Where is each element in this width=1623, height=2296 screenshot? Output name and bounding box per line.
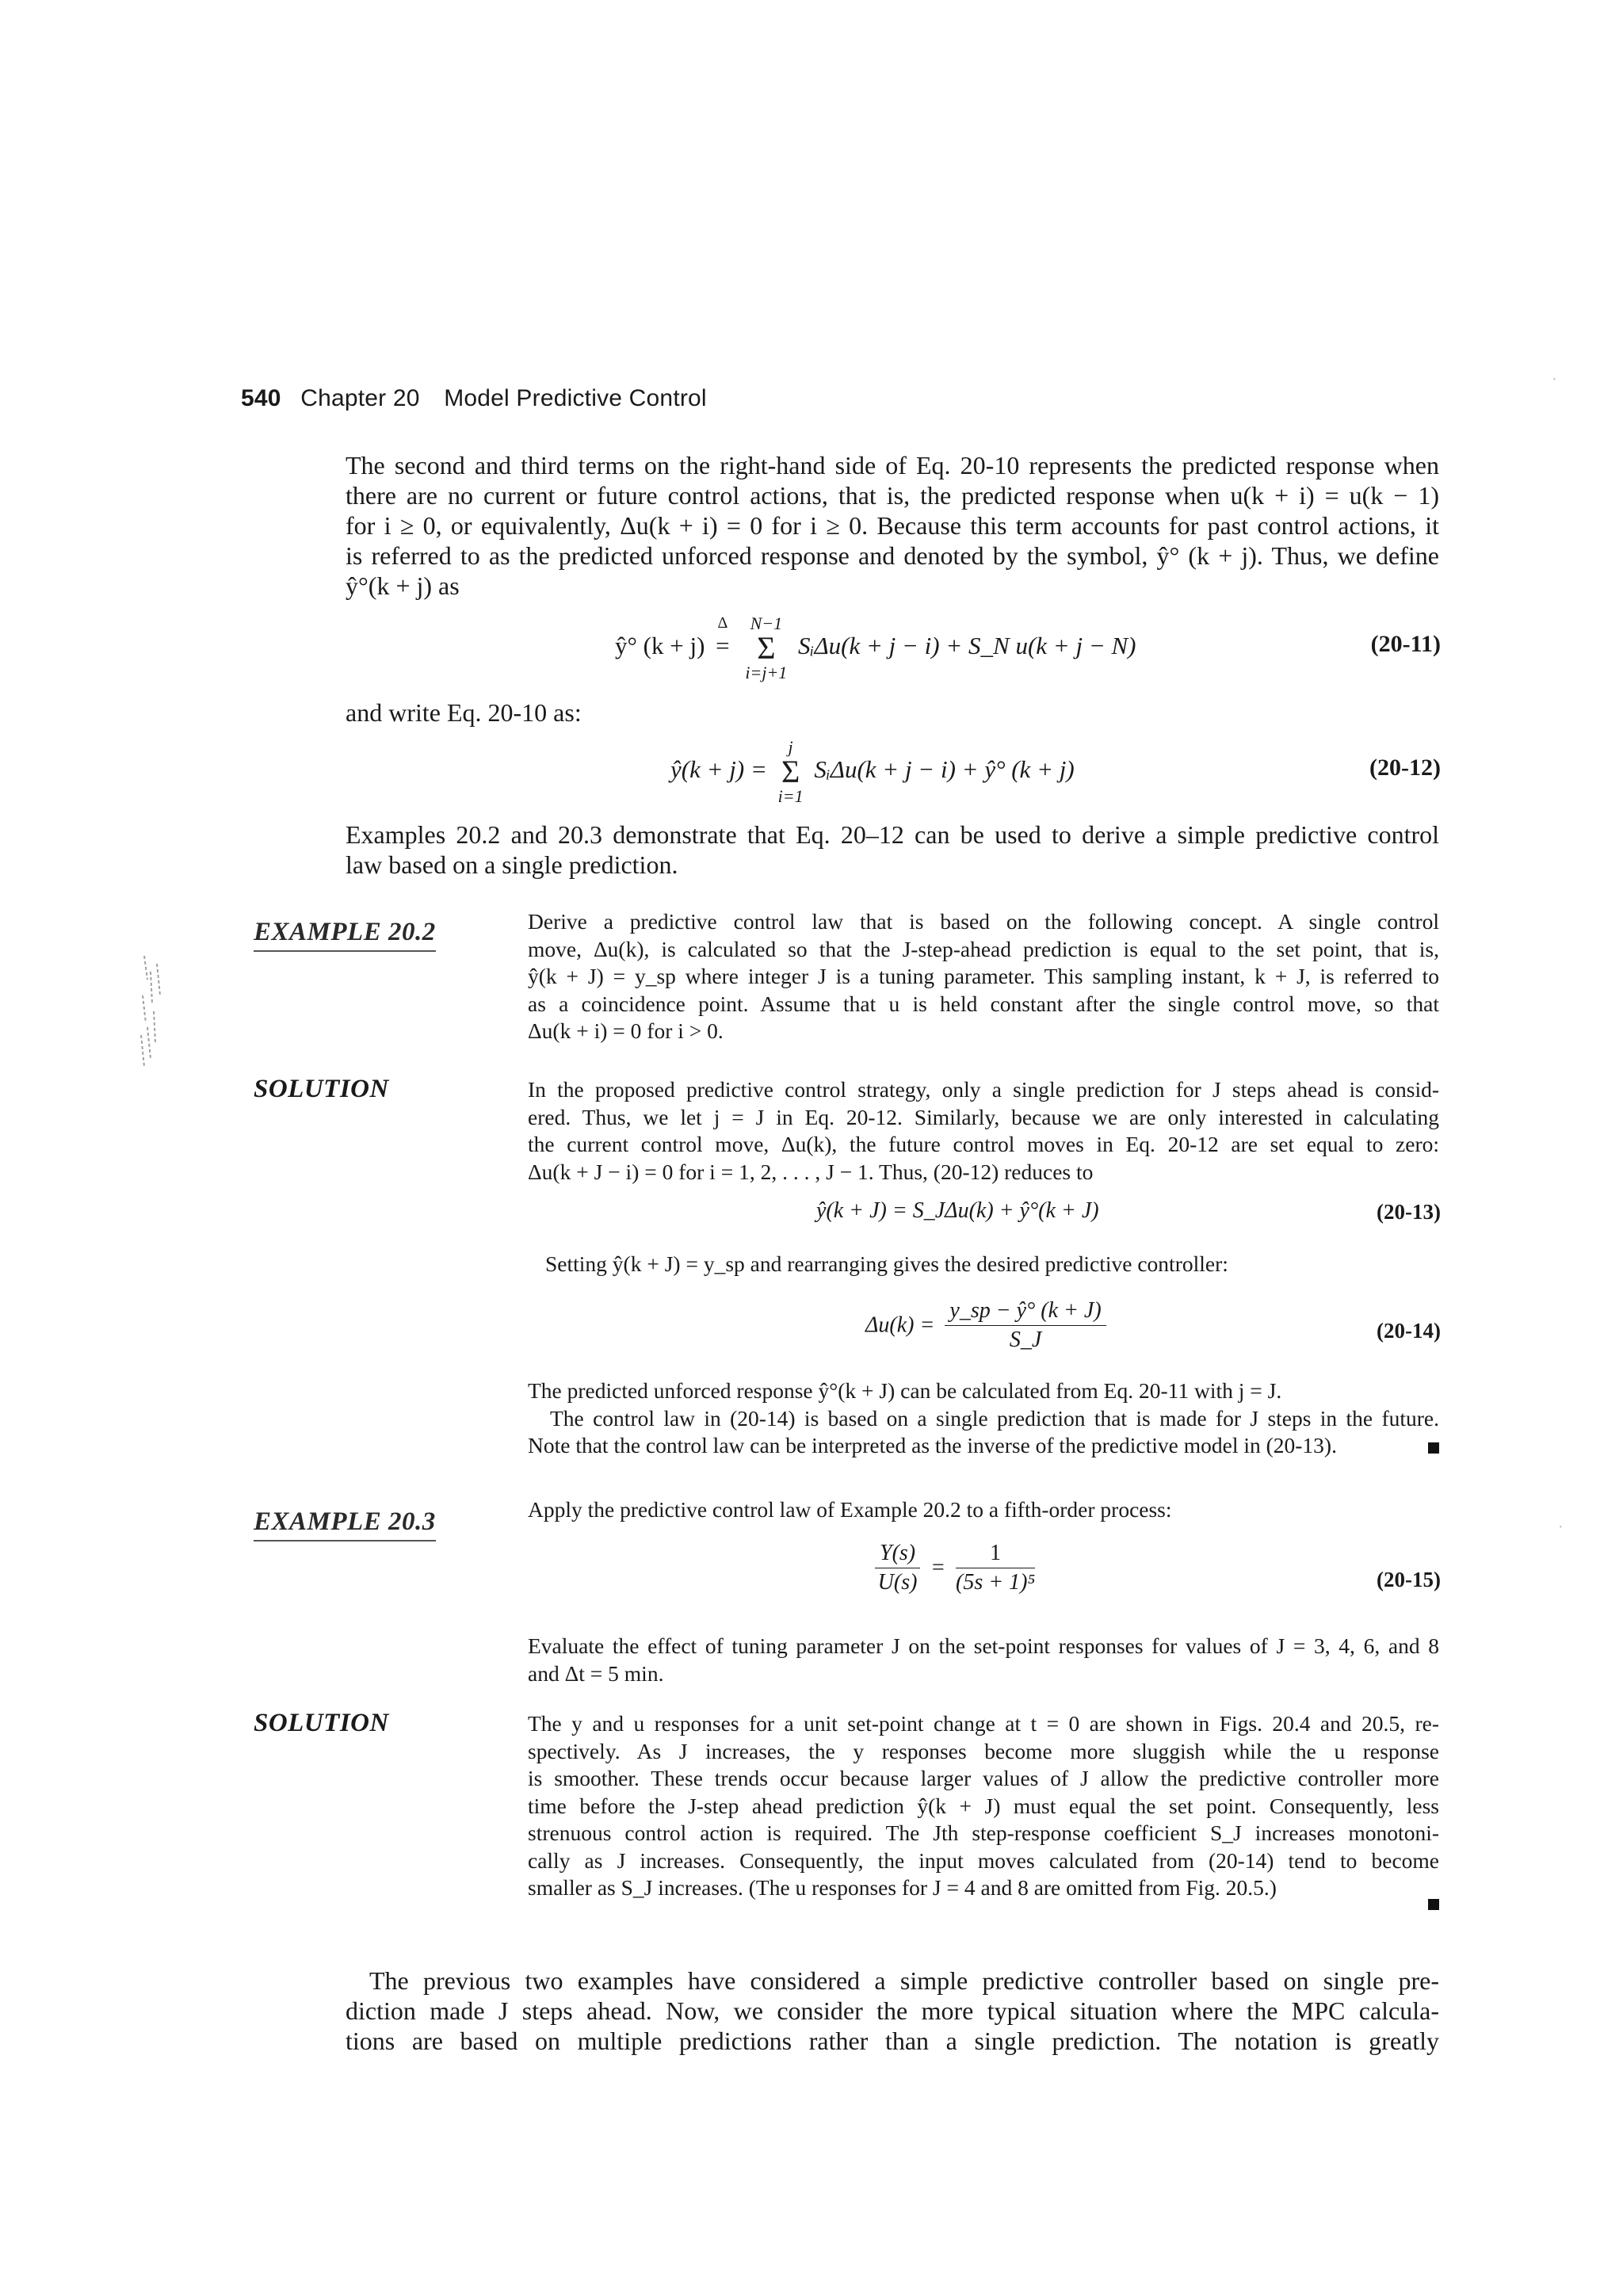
equation-20-15	[870, 1541, 1040, 1595]
fraction-numerator: y_sp − ŷ° (k + J)	[945, 1298, 1106, 1326]
paper-speck: ·	[1558, 1519, 1564, 1536]
paragraph-multiple-predictions	[346, 1966, 1439, 2056]
equation-lhs: ŷ° (k + j)	[615, 632, 705, 660]
fraction-denominator: (5s + 1)⁵	[956, 1570, 1036, 1595]
text-line: spectively. As J increases, the y responses become more sluggish while the u response	[528, 1738, 1439, 1763]
equation-20-12	[670, 739, 1075, 805]
text-line: for i ≥ 0, or equivalently, Δu(k + i) = 0 for i ≥ 0. Because this term accounts for past control actions, it	[346, 511, 1439, 540]
text-line: time before the J-step ahead prediction ŷ(k + J) must equal the set point. Consequently, less	[528, 1793, 1439, 1818]
example-20-3-intro	[528, 1496, 1439, 1524]
fraction-denominator: U(s)	[877, 1570, 918, 1595]
text-line: Examples 20.2 and 20.3 demonstrate that Eq. 20–12 can be used to derive a simple predictive control	[346, 820, 1439, 849]
text-line: tions are based on multiple predictions rather than a single prediction. The notation is greatly	[346, 2027, 1439, 2055]
text-line: Derive a predictive control law that is based on the following concept. A single control	[528, 909, 1439, 934]
chapter-label: Chapter 20	[300, 385, 420, 411]
example-20-2-label: EXAMPLE 20.2	[254, 918, 436, 952]
text-line: as a coincidence point. Assume that u is held constant after the single control move, so that	[528, 991, 1439, 1016]
text-line: ŷ(k + J) = y_sp where integer J is a tuning parameter. This sampling instant, k + J, is referred to	[528, 964, 1439, 988]
text-line: and write Eq. 20-10 as:	[346, 698, 582, 727]
solution-1-after-text	[528, 1377, 1439, 1460]
end-of-example-mark	[1428, 1899, 1439, 1910]
text-line: ered. Thus, we let j = J in Eq. 20-12. Similarly, because we are only interested in calculating	[528, 1104, 1439, 1129]
text-line: Setting ŷ(k + J) = y_sp and rearranging gives the desired predictive controller:	[545, 1251, 1228, 1276]
text-line: cally as J increases. Consequently, the input moves calculated from (20-14) tend to become	[528, 1847, 1439, 1873]
text-line: The second and third terms on the right-hand side of Eq. 20-10 represents the predicted response when	[346, 451, 1439, 479]
text-line: Apply the predictive control law of Example 20.2 to a fifth-order process:	[528, 1497, 1172, 1522]
text-line: smaller as S_J increases. (The u responses for J = 4 and 8 are omitted from Fig. 20.5.)	[528, 1875, 1277, 1900]
text-line: The predicted unforced response ŷ°(k + J) can be calculated from Eq. 20-11 with j = J.	[528, 1378, 1282, 1403]
text-line: is smoother. These trends occur because larger values of J allow the predictive controller more	[528, 1766, 1439, 1790]
solution-2-text	[528, 1710, 1439, 1902]
equation-lhs: Δu(k) =	[865, 1312, 935, 1338]
fraction-rhs	[956, 1541, 1035, 1595]
end-of-example-mark	[1428, 1442, 1439, 1454]
equation-number: (20-12)	[1369, 755, 1441, 781]
solution-label: SOLUTION	[254, 1075, 389, 1103]
text-line: The previous two examples have considered a simple predictive controller based on single pre-	[369, 1966, 1439, 1995]
text-line: law based on a single prediction.	[346, 850, 678, 879]
equation-20-11	[615, 615, 1136, 682]
fraction-numerator: Y(s)	[875, 1541, 920, 1568]
equation-number: (20-14)	[1377, 1319, 1441, 1343]
equals-sign: =	[930, 1555, 946, 1580]
fraction-lhs	[875, 1541, 920, 1595]
equation-lhs: ŷ(k + j) =	[670, 755, 767, 784]
text-line: there are no current or future control actions, that is, the predicted response when u(k + i) = u(k − 1)	[346, 481, 1439, 510]
example-20-3-label: EXAMPLE 20.3	[254, 1507, 436, 1541]
paragraph-unforced-response	[346, 450, 1439, 601]
setting-line	[545, 1251, 1417, 1278]
equation-number: (20-11)	[1370, 631, 1441, 657]
text-line: In the proposed predictive control strategy, only a single prediction for J steps ahead is consid-	[528, 1077, 1439, 1102]
text-line: move, Δu(k), is calculated so that the J-step-ahead prediction is equal to the set point, that is,	[528, 936, 1439, 961]
fraction-denominator: S_J	[1009, 1328, 1042, 1352]
sum-lower-limit: i=j+1	[745, 663, 788, 682]
text-line: Δu(k + i) = 0 for i > 0.	[528, 1018, 724, 1043]
text-line: the current control move, Δu(k), the future control moves in Eq. 20-12 are set equal to zero:	[528, 1132, 1439, 1156]
paragraph-write-eq	[346, 697, 1439, 728]
equation-number: (20-15)	[1377, 1568, 1441, 1591]
summation: N−1 Σ i=j+1	[745, 613, 788, 682]
paragraph-examples-intro	[346, 819, 1439, 880]
sum-upper-limit: j	[788, 737, 793, 757]
fraction-numerator: 1	[956, 1541, 1035, 1568]
text-line: is referred to as the predicted unforced response and denoted by the symbol, ŷ° (k + j). Thus, we define	[346, 541, 1439, 570]
equation-rhs: SᵢΔu(k + j − i) + ŷ° (k + j)	[814, 755, 1075, 784]
text-line: The control law in (20-14) is based on a single prediction that is made for J steps in the future.	[550, 1405, 1439, 1431]
equation-rhs: SᵢΔu(k + j − i) + S_N u(k + j − N)	[798, 632, 1136, 660]
text-line: diction made J steps ahead. Now, we consider the more typical situation where the MPC calcula-	[346, 1996, 1439, 2025]
text-line: Note that the control law can be interpreted as the inverse of the predictive model in (20-13).	[528, 1433, 1337, 1457]
example-20-3-evaluate	[528, 1633, 1439, 1687]
paper-speck: ·	[1552, 371, 1557, 388]
solution-label: SOLUTION	[254, 1709, 389, 1737]
equation-20-13: ŷ(k + J) = S_JΔu(k) + ŷ°(k + J)	[816, 1198, 1099, 1223]
equation-20-14	[865, 1298, 1111, 1353]
text-line: ŷ°(k + j) as	[346, 571, 460, 600]
text-line: Evaluate the effect of tuning parameter J on the set-point responses for values of J = 3, 4, 6, and 8	[528, 1633, 1439, 1658]
example-20-2-text	[528, 908, 1439, 1045]
sum-upper-limit: N−1	[750, 613, 783, 633]
running-head	[241, 385, 707, 412]
fraction	[945, 1298, 1106, 1353]
page-number: 540	[241, 385, 281, 411]
text-line: The y and u responses for a unit set-point change at t = 0 are shown in Figs. 20.4 and 20.5, re-	[528, 1711, 1439, 1736]
equation-number: (20-13)	[1377, 1200, 1441, 1224]
sum-lower-limit: i=1	[777, 786, 804, 806]
margin-scribble-mark	[136, 948, 173, 1075]
text-line: and Δt = 5 min.	[528, 1660, 664, 1686]
chapter-title: Model Predictive Control	[444, 385, 707, 411]
defined-as-symbol: Δ =	[716, 614, 730, 660]
solution-1-text	[528, 1076, 1439, 1186]
text-line: Δu(k + J − i) = 0 for i = 1, 2, . . . , J − 1. Thus, (20-12) reduces to	[528, 1159, 1094, 1184]
summation: j Σ i=1	[777, 737, 804, 806]
text-line: strenuous control action is required. The Jth step-response coefficient S_J increases monotoni-	[528, 1820, 1439, 1845]
